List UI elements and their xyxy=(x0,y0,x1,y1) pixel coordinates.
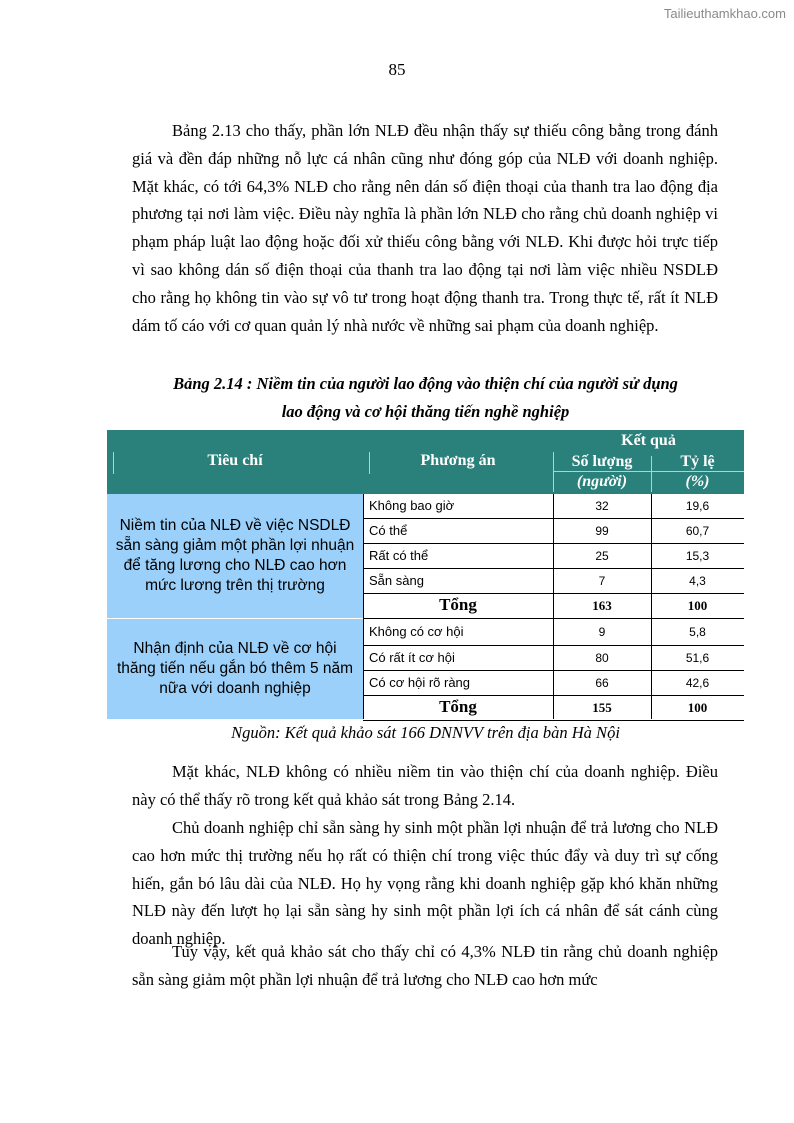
row-count: 32 xyxy=(595,499,609,513)
row-ratio: 60,7 xyxy=(685,524,710,538)
row-count: 80 xyxy=(595,651,609,665)
header-separator xyxy=(553,452,554,492)
paragraph-2: Mặt khác, NLĐ không có nhiều niềm tin vào thiện chí của doanh nghiệp. Điều này có thể thấy rõ trong kết quả khảo sát trong Bảng 2.14. xyxy=(132,762,718,809)
header-separator xyxy=(369,452,370,474)
column-divider xyxy=(553,494,554,719)
header-criteria: Tiêu chí xyxy=(207,452,263,469)
row-ratio: 19,6 xyxy=(685,499,710,513)
header-separator xyxy=(113,452,114,474)
table-source: Nguồn: Kết quả khảo sát 166 DNNVV trên địa bàn Hà Nội xyxy=(231,723,620,742)
row-option: Có cơ hội rõ ràng xyxy=(369,675,471,690)
row-option: Có rất ít cơ hội xyxy=(369,650,455,665)
header-ratio-unit: (%) xyxy=(685,473,710,490)
row-count: 99 xyxy=(595,524,609,538)
column-divider xyxy=(363,494,364,719)
table-caption-line-2: lao động và cơ hội thăng tiến nghề nghiệp xyxy=(281,402,570,421)
row-option: Có thể xyxy=(369,523,408,538)
total-count: 163 xyxy=(592,598,612,613)
table-header xyxy=(107,430,744,494)
row-ratio: 5,8 xyxy=(689,625,706,639)
row-count: 66 xyxy=(595,676,609,690)
header-separator xyxy=(651,456,652,492)
header-result: Kết quả xyxy=(621,432,676,449)
total-count: 155 xyxy=(592,700,612,715)
paragraph-4: Tuy vậy, kết quả khảo sát cho thấy chỉ có 4,3% NLĐ tin rằng chủ doanh nghiệp sẵn sàng giảm một phần lợi nhuận để trả lương cho NLĐ cao hơn mức xyxy=(132,942,718,989)
row-option: Rất có thể xyxy=(369,548,429,563)
row-ratio: 42,6 xyxy=(685,676,710,690)
total-label: Tổng xyxy=(439,697,477,716)
row-count: 7 xyxy=(598,574,606,588)
total-ratio: 100 xyxy=(687,598,708,613)
watermark: Tailieuthamkhao.com xyxy=(663,6,786,21)
page-number: 85 xyxy=(388,60,406,79)
row-ratio: 51,6 xyxy=(685,651,710,665)
header-count: Số lượng xyxy=(571,453,633,470)
row-ratio: 15,3 xyxy=(685,549,710,563)
row-count: 9 xyxy=(598,625,606,639)
header-count-unit: (người) xyxy=(576,473,628,490)
group-criterion-1: Niềm tin của NLĐ về việc NSDLĐ sẵn sàng giảm một phần lợi nhuận để tăng lương cho NLĐ cao hơn mức lương trên thị trường xyxy=(107,494,363,618)
column-divider xyxy=(651,494,652,719)
header-option: Phương án xyxy=(420,452,496,469)
table-caption-line-1: Bảng 2.14 : Niềm tin của người lao động vào thiện chí của người sử dụng xyxy=(173,374,678,393)
header-separator xyxy=(553,471,744,472)
row-ratio: 4,3 xyxy=(689,574,706,588)
paragraph-1: Bảng 2.13 cho thấy, phần lớn NLĐ đều nhận thấy sự thiếu công bằng trong đánh giá và đền đáp những nỗ lực cá nhân cũng như đóng góp của NLĐ với doanh nghiệp. Mặt khác, có tới 64,3% NLĐ cho rằng nên dán số điện thoại của thanh tra lao động địa phương tại nơi làm việc. Điều này nghĩa là phần lớn NLĐ cho rằng chủ doanh nghiệp vi phạm pháp luật lao động hoặc đối xử thiếu công bằng với NLĐ. Khi được hỏi trực tiếp vì sao không dán số điện thoại của thanh tra lao động tại nơi làm việc nhiều NSDLĐ cho rằng họ không tin vào sự vô tư trong hoạt động thanh tra. Trong thực tế, rất ít NLĐ dám tố cáo với cơ quan quản lý nhà nước về những sai phạm của doanh nghiệp. xyxy=(132,121,718,335)
total-ratio: 100 xyxy=(687,700,708,715)
row-count: 25 xyxy=(595,549,609,563)
row-option: Sẵn sàng xyxy=(369,573,424,588)
row-option: Không bao giờ xyxy=(369,498,455,513)
row-option: Không có cơ hội xyxy=(369,624,464,639)
header-ratio: Tỷ lệ xyxy=(680,453,715,470)
group-criterion-2: Nhận định của NLĐ về cơ hội thăng tiến nếu gắn bó thêm 5 năm nữa với doanh nghiệp xyxy=(107,619,363,719)
paragraph-3: Chủ doanh nghiệp chỉ sẵn sàng hy sinh một phần lợi nhuận để trả lương cho NLĐ cao hơn mức thị trường nếu họ rất có thiện chí trong việc thúc đẩy và duy trì sự cống hiến, gắn bó lâu dài của NLĐ. Họ hy vọng rằng khi doanh nghiệp gặp khó khăn những NLĐ này đến lượt họ lại sẵn sàng hy sinh một phần lợi ích cá nhân để sát cánh cùng doanh nghiệp. xyxy=(132,818,718,949)
total-label: Tổng xyxy=(439,595,477,614)
